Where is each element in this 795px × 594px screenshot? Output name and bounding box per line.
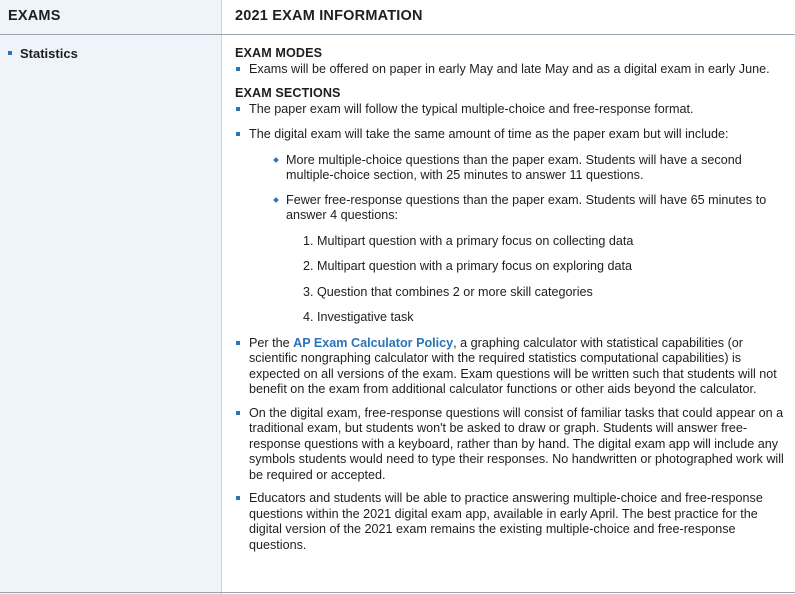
calculator-text-post: , a graphing calculator with statistical capabilities (or scientific nongraphing calculator with the required statistics computational capabilities) is expected on all versions of the exam. Exam questions will be written such that students will not benefit on the exam from additional calculator functions or other aids beyond the calculator.	[249, 335, 777, 396]
sub-bullet-free-response	[235, 193, 791, 224]
square-bullet-icon	[8, 51, 12, 55]
square-bullet-icon	[236, 341, 240, 345]
modes-bullet-text: Exams will be offered on paper in early May and late May and as a digital exam in early June.	[249, 61, 770, 76]
question-item-1: 1. Multipart question with a primary focus on collecting data	[303, 233, 634, 248]
digital-free-response-text: On the digital exam, free-response questions will consist of familiar tasks that could appear on a traditional exam, but students won't be asked to draw or graph. Students will answer free-response questions with a keyboard, rather than by hand. The digital exam app will include any symbols students would need to type their responses. No handwritten or photographed work will be required or accepted.	[249, 405, 784, 482]
exam-sections-title: EXAM SECTIONS	[235, 86, 341, 100]
paper-exam-bullet	[235, 102, 791, 118]
question-item-4: 4. Investigative task	[303, 310, 414, 324]
square-bullet-icon	[236, 496, 240, 500]
practice-text: Educators and students will be able to practice answering multiple-choice and free-response questions within the 2021 digital exam app, available in early April. The best practice for the digital version of the 2021 exam remains the existing multiple-choice and free-response questions.	[249, 491, 763, 552]
calculator-policy-bullet	[235, 336, 791, 398]
sub-bullet-multiple-choice	[235, 153, 791, 184]
square-bullet-icon	[236, 107, 240, 111]
digital-exam-bullet	[235, 127, 791, 143]
calculator-policy-link[interactable]: AP Exam Calculator Policy	[293, 335, 454, 350]
diamond-bullet-icon	[273, 197, 279, 203]
exam-information-content	[235, 46, 791, 553]
exam-modes-title: EXAM MODES	[235, 46, 323, 60]
question-item-3: 3. Question that combines 2 or more skill categories	[303, 284, 593, 299]
square-bullet-icon	[236, 132, 240, 136]
column-divider	[221, 0, 222, 594]
question-item-2: 2. Multipart question with a primary focus on exploring data	[303, 259, 633, 273]
square-bullet-icon	[236, 67, 240, 71]
square-bullet-icon	[236, 411, 240, 415]
table-bottom-border	[0, 592, 795, 593]
digital-exam-text: The digital exam will take the same amount of time as the paper exam but will include:	[249, 127, 729, 141]
modes-bullet	[235, 62, 791, 78]
sub-bullet-multiple-choice-text: More multiple-choice questions than the paper exam. Students will have a second multiple-choice section, with 25 minutes to answer 11 questions.	[286, 152, 742, 182]
paper-exam-text: The paper exam will follow the typical multiple-choice and free-response format.	[249, 101, 694, 116]
calculator-text-pre: Per the	[249, 335, 294, 350]
exam-item-statistics	[8, 46, 78, 61]
sub-bullet-free-response-text: Fewer free-response questions than the paper exam. Students will have 65 minutes to answer 4 questions:	[286, 192, 767, 222]
practice-bullet	[235, 491, 791, 553]
digital-free-response-bullet	[235, 406, 791, 484]
header-row	[0, 0, 795, 35]
exam-information-header: 2021 EXAM INFORMATION	[235, 8, 423, 24]
exams-column-background	[0, 0, 221, 594]
diamond-bullet-icon	[273, 157, 279, 163]
exam-item-label: Statistics	[20, 46, 78, 61]
exams-header: EXAMS	[8, 8, 61, 24]
